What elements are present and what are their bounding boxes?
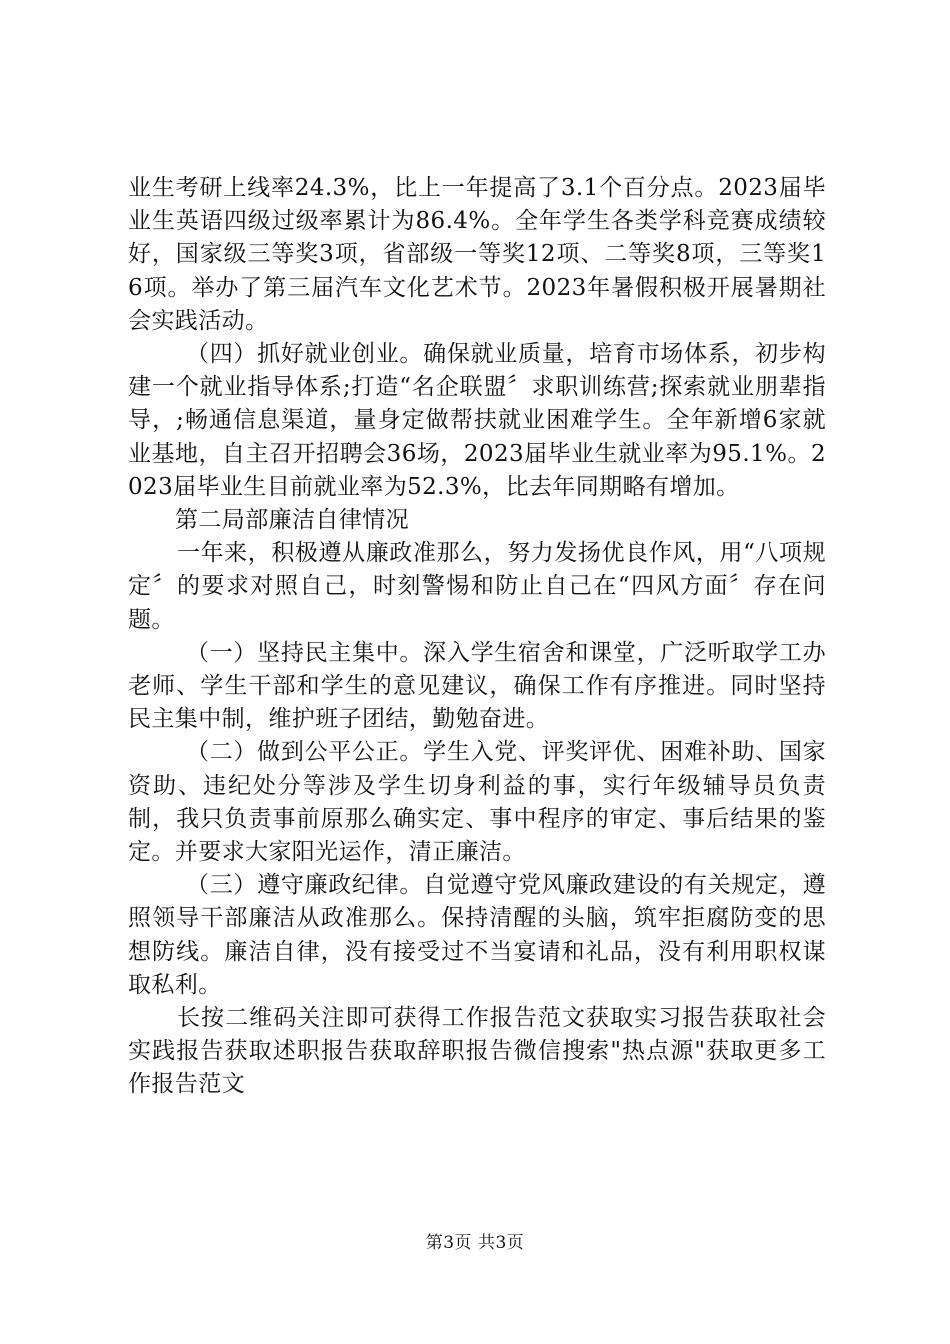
paragraph-democratic-centralism: （一）坚持民主集中。深入学生宿舍和课堂，广泛听取学工办老师、学生干部和学生的意见建议，确保工作有序推进。同时坚持民主集中制，维护班子团结，勤勉奋进。 — [128, 639, 826, 733]
section-heading-integrity: 第二局部廉洁自律情况 — [175, 507, 409, 534]
document-body — [128, 172, 826, 1102]
paragraph-discipline: （三）遵守廉政纪律。自觉遵守党风廉政建设的有关规定，遵照领导干部廉洁从政准那么。保持清醒的头脑，筑牢拒腐防变的思想防线。廉洁自律，没有接受过不当宴请和礼品，没有利用职权谋取私利。 — [128, 872, 826, 998]
paragraph-integrity-intro: 一年来，积极遵从廉政准那么，努力发扬优良作风，用“八项规定〞的要求对照自己，时刻警惕和防止自己在“四风方面〞存在问题。 — [128, 540, 826, 633]
paragraph-study-results: 业生考研上线率24.3%，比上一年提高了3.1个百分点。2023届毕业生英语四级过级率累计为86.4%。全年学生各类学科竞赛成绩较好，国家级三等奖3项，省部级一等奖12项、二等奖8项，三等奖16项。举办了第三届汽车文化艺术节。2023年暑假积极开展暑期社会实践活动。 — [128, 175, 826, 334]
paragraph-fairness: （二）做到公平公正。学生入党、评奖评优、困难补助、国家资助、违纪处分等涉及学生切身利益的事，实行年级辅导员负责制，我只负责事前原那么确实定、事中程序的审定、事后结果的鉴定。并要求大家阳光运作，清正廉洁。 — [128, 739, 826, 866]
paragraph-employment: （四）抓好就业创业。确保就业质量，培育市场体系，初步构建一个就业指导体系;打造“名企联盟〞求职训练营;探索就业朋辈指导，;畅通信息渠道，量身定做帮扶就业困难学生。全年新增6家就业基地，自主召开招聘会36场，2023届毕业生就业率为95.1%。2023届毕业生目前就业率为52.3%，比去年同期略有增加。 — [128, 341, 826, 500]
page-number-footer: 第3页 共3页 — [425, 1233, 525, 1253]
paragraph-promo: 长按二维码关注即可获得工作报告范文获取实习报告获取社会实践报告获取述职报告获取辞职报告微信搜索"热点源"获取更多工作报告范文 — [128, 1005, 826, 1098]
